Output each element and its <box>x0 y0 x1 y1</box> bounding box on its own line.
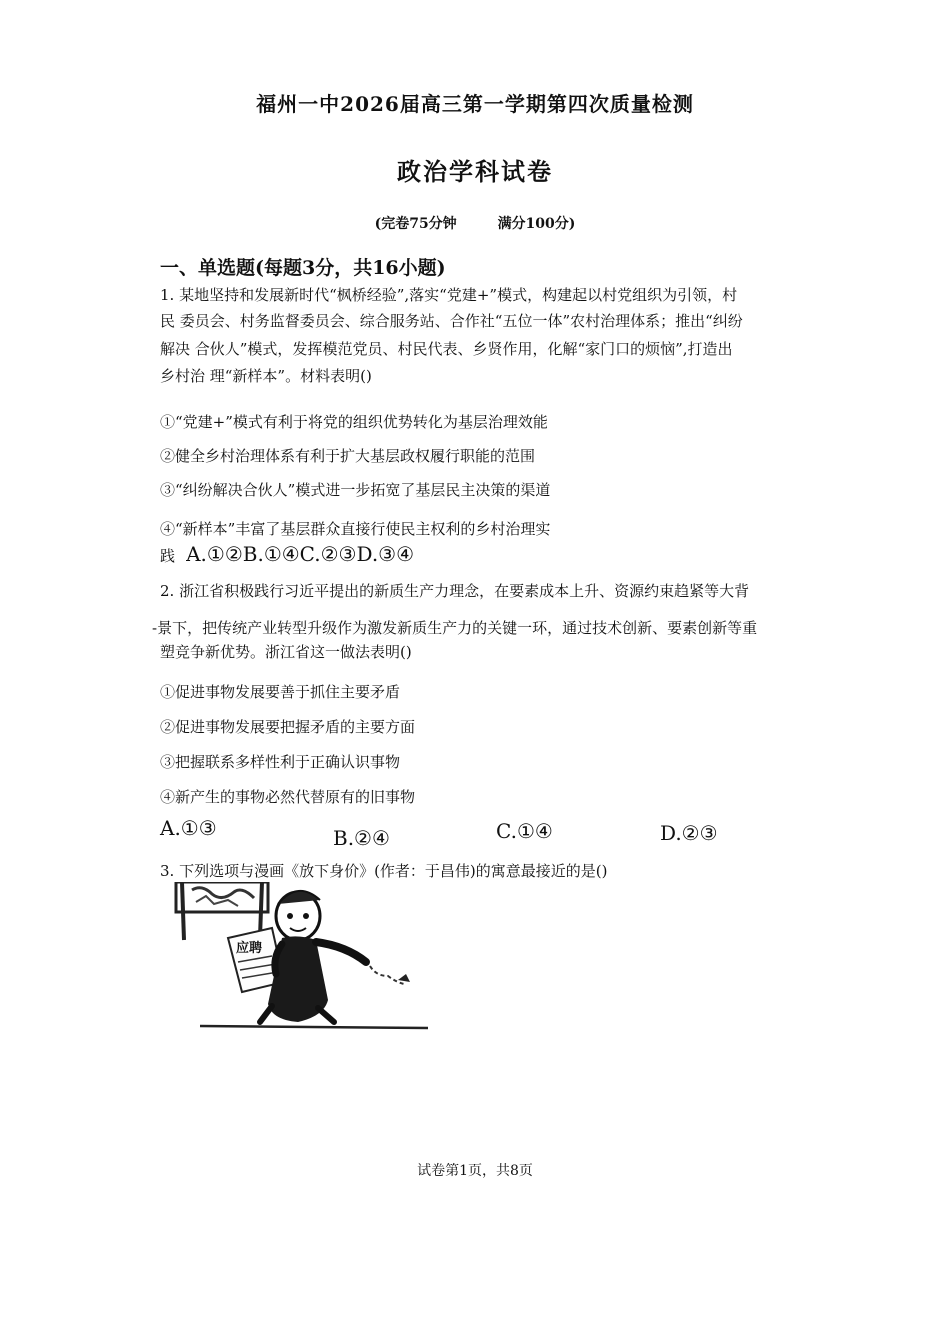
q2-answer-d: D.②③ <box>660 821 718 845</box>
q2-stem-line-1: 2. 浙江省积极践行习近平提出的新质生产力理念，在要素成本上升、资源约束趋紧等大背 <box>160 582 750 600</box>
q1-option-4: ④“新样本”丰富了基层群众直接行使民主权利的乡村治理实 <box>160 520 551 538</box>
comic-figure <box>260 891 410 1022</box>
q1-answer-choices: A.①②B.①④C.②③D.③④ <box>186 542 415 566</box>
comic-sign-text: 应聘 <box>236 941 263 956</box>
q1-stem-line-1: 1. 某地坚持和发展新时代“枫桥经验”,落实“党建+”模式，构建起以村党组织为引领，村 <box>160 286 738 304</box>
subject-title: 政治学科试卷 <box>397 157 553 186</box>
section-heading: 一、单选题(每题3分，共16小题) <box>160 257 446 279</box>
q2-option-3: ③把握联系多样性利于正确认识事物 <box>160 753 401 771</box>
q1-stem-line-3: 解决 合伙人”模式，发挥模范党员、村民代表、乡贤作用，化解“家门口的烦恼”,打造出 <box>160 340 733 358</box>
q1-stem-line-2: 民 委员会、村务监督委员会、综合服务站、合作社“五位一体”农村治理体系；推出“纠纷 <box>160 312 743 330</box>
q2-stem-line-2: -景下，把传统产业转型升级作为激发新质生产力的关键一环，通过技术创新、要素创新等重 <box>152 619 758 637</box>
exam-duration: (完卷75分钟 <box>374 216 457 232</box>
exam-title: 福州一中2026届高三第一学期第四次质量检测 <box>256 92 694 116</box>
page-footer: 试卷第1页，共8页 <box>417 1163 533 1179</box>
q2-option-2: ②促进事物发展要把握矛盾的主要方面 <box>160 718 416 736</box>
q1-answer-line <box>160 542 414 566</box>
q2-answer-b: B.②④ <box>333 826 390 850</box>
q1-option-3: ③“纠纷解决合伙人”模式进一步拓宽了基层民主决策的渠道 <box>160 481 551 499</box>
exam-info <box>0 213 950 233</box>
q2-option-4: ④新产生的事物必然代替原有的旧事物 <box>160 788 416 806</box>
q2-option-1: ①促进事物发展要善于抓住主要矛盾 <box>160 683 401 701</box>
q3-stem: 3. 下列选项与漫画《放下身价》(作者：于昌伟)的寓意最接近的是() <box>160 862 608 880</box>
q1-answer-prefix: 践 <box>160 547 176 565</box>
q1-option-1: ①“党建+”模式有利于将党的组织优势转化为基层治理效能 <box>160 413 548 431</box>
q2-stem-line-3: 塑竞争新优势。浙江省这一做法表明() <box>160 643 412 661</box>
comic-illustration <box>172 882 434 1032</box>
q1-option-2: ②健全乡村治理体系有利于扩大基层政权履行职能的范围 <box>160 447 536 465</box>
exam-full-score: 满分100分) <box>497 216 576 232</box>
comic-ground-line <box>200 1026 428 1028</box>
q2-answer-c: C.①④ <box>496 819 553 843</box>
q1-stem-line-4: 乡村治 理“新样本”。材料表明() <box>160 367 372 385</box>
q2-answer-a: A.①③ <box>160 816 217 840</box>
